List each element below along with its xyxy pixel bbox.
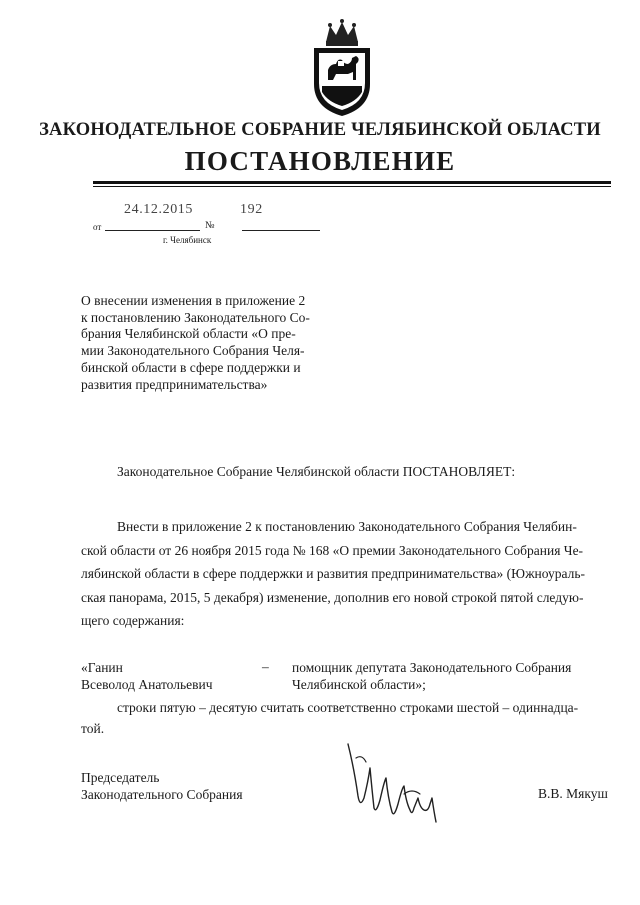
entry-name-line: Всеволод Анатольевич (81, 677, 213, 692)
subject-line: бинской области в сфере поддержки и (81, 359, 301, 375)
signer-title (81, 769, 243, 803)
entry-name (81, 659, 213, 693)
subject-line: брания Челябинской области «О пре- (81, 326, 296, 342)
body-line: ская панорама, 2015, 5 декабря) изменение, дополнив его новой строкой пятой следую- (81, 589, 584, 605)
renumber-line: строки пятую – десятую считать соответственно строками шестой – одиннадца- (117, 700, 579, 715)
body-line: ской области от 26 ноября 2015 года № 168 «О премии Законодательного Собрания Че- (81, 542, 584, 558)
renumber-line: той. (81, 721, 105, 736)
header-divider-thin (93, 186, 611, 187)
entry-name-line: «Ганин (81, 660, 123, 675)
city-label: г. Челябинск (163, 235, 212, 245)
body-line: лябинской области в сфере поддержки и развития предпринимательства» (Южноураль- (81, 566, 585, 582)
document-subject (81, 293, 341, 393)
preamble: Законодательное Собрание Челябинской области ПОСТАНОВЛЯЕТ: (117, 464, 516, 479)
handwritten-signature (340, 738, 450, 830)
signer-name: В.В. Мякуш (538, 786, 608, 801)
entry-position (292, 659, 571, 693)
entry-dash: – (262, 659, 269, 674)
document-date: 24.12.2015 (124, 202, 193, 217)
resolution-body (81, 515, 611, 633)
body-line: Внести в приложение 2 к постановлению Законодательного Собрания Челябин- (117, 519, 577, 534)
document-number: 192 (240, 202, 263, 217)
signer-title-line: Председатель (81, 770, 160, 785)
entry-position-line: Челябинской области»; (292, 677, 426, 692)
subject-line: развития предпринимательства» (81, 376, 268, 392)
organization-title: ЗАКОНОДАТЕЛЬНОЕ СОБРАНИЕ ЧЕЛЯБИНСКОЙ ОБЛАСТИ (39, 120, 601, 140)
body-line: щего содержания: (81, 613, 185, 629)
document-type-title: ПОСТАНОВЛЕНИЕ (184, 146, 456, 176)
date-label: от (93, 222, 102, 232)
date-underline (105, 230, 200, 231)
renumber-paragraph (81, 697, 611, 739)
entry-position-line: помощник депутата Законодательного Собрания (292, 660, 572, 675)
subject-line: к постановлению Законодательного Со- (81, 309, 310, 325)
subject-line: мии Законодательного Собрания Челя- (81, 343, 305, 359)
number-underline (242, 230, 320, 231)
number-label: № (205, 220, 215, 231)
header-divider-thick (93, 181, 611, 184)
subject-line: О внесении изменения в приложение 2 (81, 293, 306, 308)
chelyabinsk-coat-of-arms-icon (300, 18, 384, 118)
signer-title-line: Законодательного Собрания (81, 787, 243, 802)
